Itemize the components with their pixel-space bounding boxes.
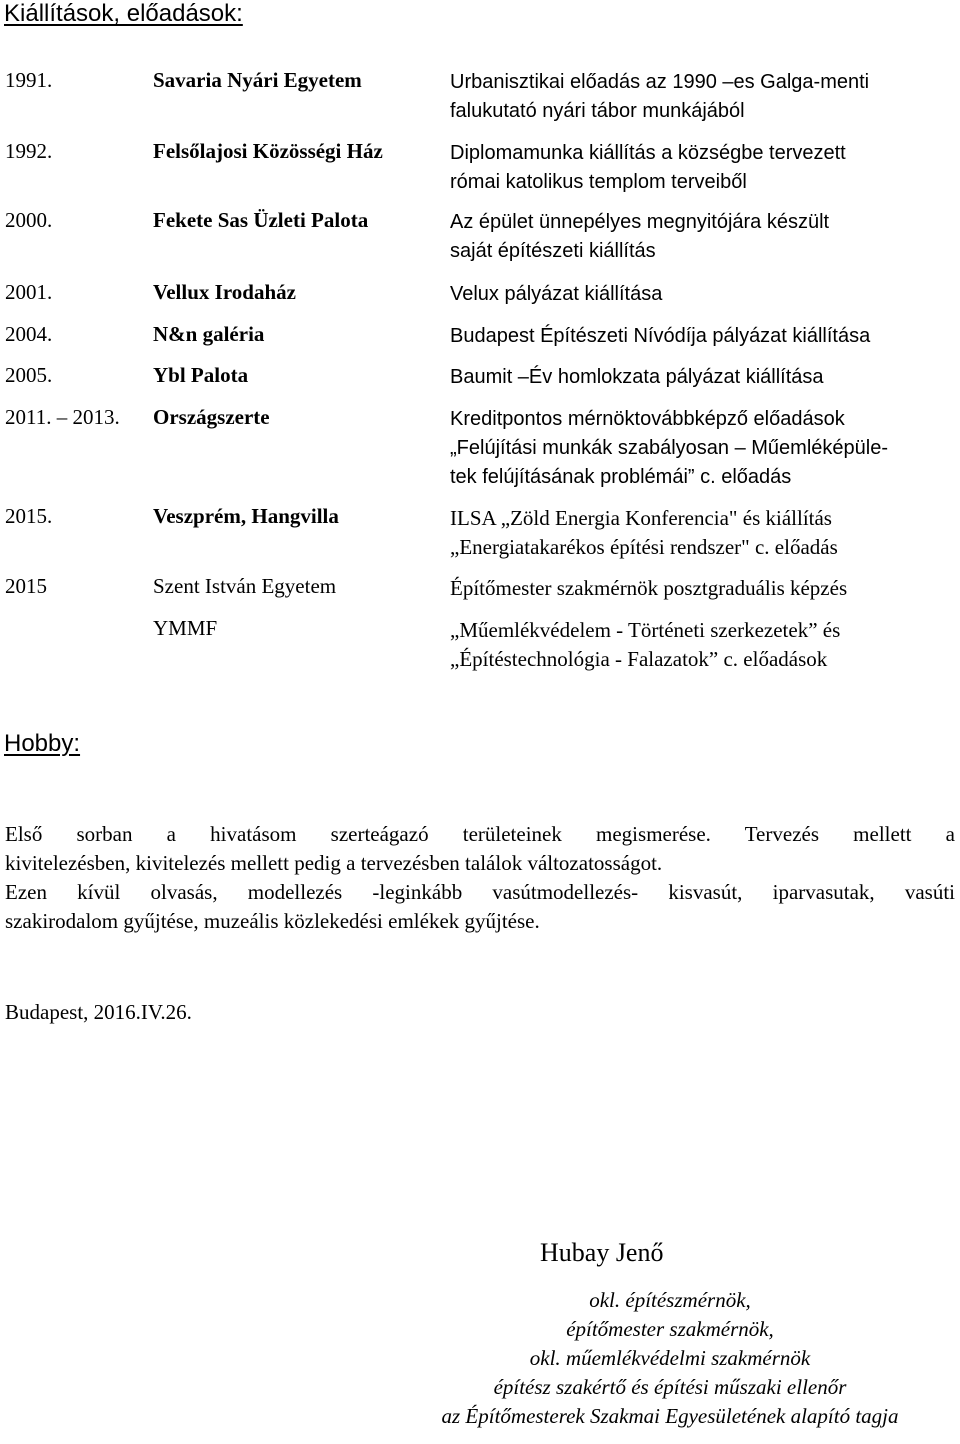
entry-year: 2004.	[5, 322, 53, 346]
entry-description	[450, 574, 955, 603]
entry-venue: N&n galéria	[153, 322, 265, 346]
entry-year: 2011. – 2013.	[5, 405, 120, 429]
signature-title-line: az Építőmesterek Szakmai Egyesületének alapító tagja	[441, 1404, 899, 1428]
entry-description	[450, 504, 955, 562]
signature-title-line: okl. építészmérnök,	[589, 1288, 751, 1312]
entry-description	[450, 322, 955, 351]
description-line: ILSA „Zöld Energia Konferencia" és kiállítás	[450, 506, 832, 530]
description-line: falukutató nyári tábor munkájából	[450, 100, 745, 122]
entry-venue: YMMF	[153, 616, 218, 640]
description-line: Velux pályázat kiállítása	[450, 283, 663, 305]
exhibition-entry	[0, 616, 960, 671]
entry-description	[450, 68, 955, 126]
entry-venue: Savaria Nyári Egyetem	[153, 68, 362, 92]
description-line: Budapest Építészeti Nívódíja pályázat kiállítása	[450, 325, 871, 347]
entry-description	[450, 139, 955, 197]
place-date: Budapest, 2016.IV.26.	[5, 1000, 192, 1024]
hobby-title: Hobby:	[4, 730, 81, 757]
entry-year: 2005.	[5, 363, 53, 387]
exhibition-entry	[0, 504, 960, 559]
entry-year: 2000.	[5, 208, 53, 232]
paragraph-line: szakirodalom gyűjtése, muzeális közlekedési emlékek gyűjtése.	[5, 909, 540, 933]
description-line: Az épület ünnepélyes megnyitójára készült	[450, 211, 830, 233]
description-line: Építőmester szakmérnök posztgraduális képzés	[450, 576, 848, 600]
entry-description	[450, 363, 955, 392]
description-line: saját építészeti kiállítás	[450, 240, 656, 262]
entry-year: 1992.	[5, 139, 53, 163]
entry-year: 1991.	[5, 68, 53, 92]
description-line: Diplomamunka kiállítás a községbe tervezett	[450, 142, 846, 164]
signature-titles	[380, 1286, 960, 1431]
entry-description	[450, 405, 955, 492]
hobby-paragraph	[5, 820, 955, 936]
description-line: római katolikus templom terveiből	[450, 171, 747, 193]
exhibition-entry	[0, 280, 960, 310]
signature-block	[380, 1238, 960, 1431]
paragraph-line: kivitelezésben, kivitelezés mellett pedig a tervezésben találok változatosságot.	[5, 851, 663, 875]
signature-name: Hubay Jenő	[540, 1238, 664, 1267]
entry-description	[450, 208, 955, 266]
exhibition-entry	[0, 405, 960, 488]
description-line: Baumit –Év homlokzata pályázat kiállítása	[450, 366, 824, 388]
description-line: „Energiatakarékos építési rendszer" c. előadás	[450, 535, 838, 559]
description-line: tek felújításának problémái” c. előadás	[450, 466, 792, 488]
description-line: Urbanisztikai előadás az 1990 –es Galga-menti	[450, 71, 870, 93]
entry-venue: Ybl Palota	[153, 363, 249, 387]
entry-venue: Országszerte	[153, 405, 270, 429]
signature-title-line: okl. műemlékvédelmi szakmérnök	[529, 1346, 811, 1370]
description-line: Kreditpontos mérnöktovábbképző előadások	[450, 408, 845, 430]
entry-venue: Felsőlajosi Közösségi Ház	[153, 139, 383, 163]
signature-title-line: építész szakértő és építési műszaki ellenőr	[493, 1375, 847, 1399]
exhibition-entry	[0, 139, 960, 193]
entry-venue: Szent István Egyetem	[153, 574, 337, 598]
entry-venue: Fekete Sas Üzleti Palota	[153, 208, 369, 232]
entry-venue: Veszprém, Hangvilla	[153, 504, 339, 528]
paragraph-line: Első sorban a hivatásom szerteágazó területeinek megismerése. Tervezés mellett a	[5, 822, 955, 846]
entry-venue: Vellux Irodaház	[153, 280, 296, 304]
entry-description	[450, 616, 955, 674]
entry-year: 2015.	[5, 504, 53, 528]
exhibition-entry	[0, 68, 960, 122]
description-line: „Műemlékvédelem - Történeti szerkezetek” és	[450, 618, 841, 642]
exhibition-entry	[0, 322, 960, 352]
entry-description	[450, 280, 955, 309]
description-line: „Építéstechnológia - Falazatok” c. előadások	[450, 647, 828, 671]
exhibition-entry	[0, 363, 960, 393]
exhibition-entry	[0, 574, 960, 604]
description-line: „Felújítási munkák szabályosan – Műemléképüle-	[450, 437, 888, 459]
exhibitions-title: Kiállítások, előadások:	[4, 0, 243, 27]
exhibition-entry	[0, 208, 960, 262]
paragraph-line: Ezen kívül olvasás, modellezés -leginkább vasútmodellezés- kisvasút, iparvasutak, vasúti	[5, 880, 955, 904]
signature-title-line: építőmester szakmérnök,	[566, 1317, 774, 1341]
entry-year: 2001.	[5, 280, 53, 304]
entry-year: 2015	[5, 574, 47, 598]
